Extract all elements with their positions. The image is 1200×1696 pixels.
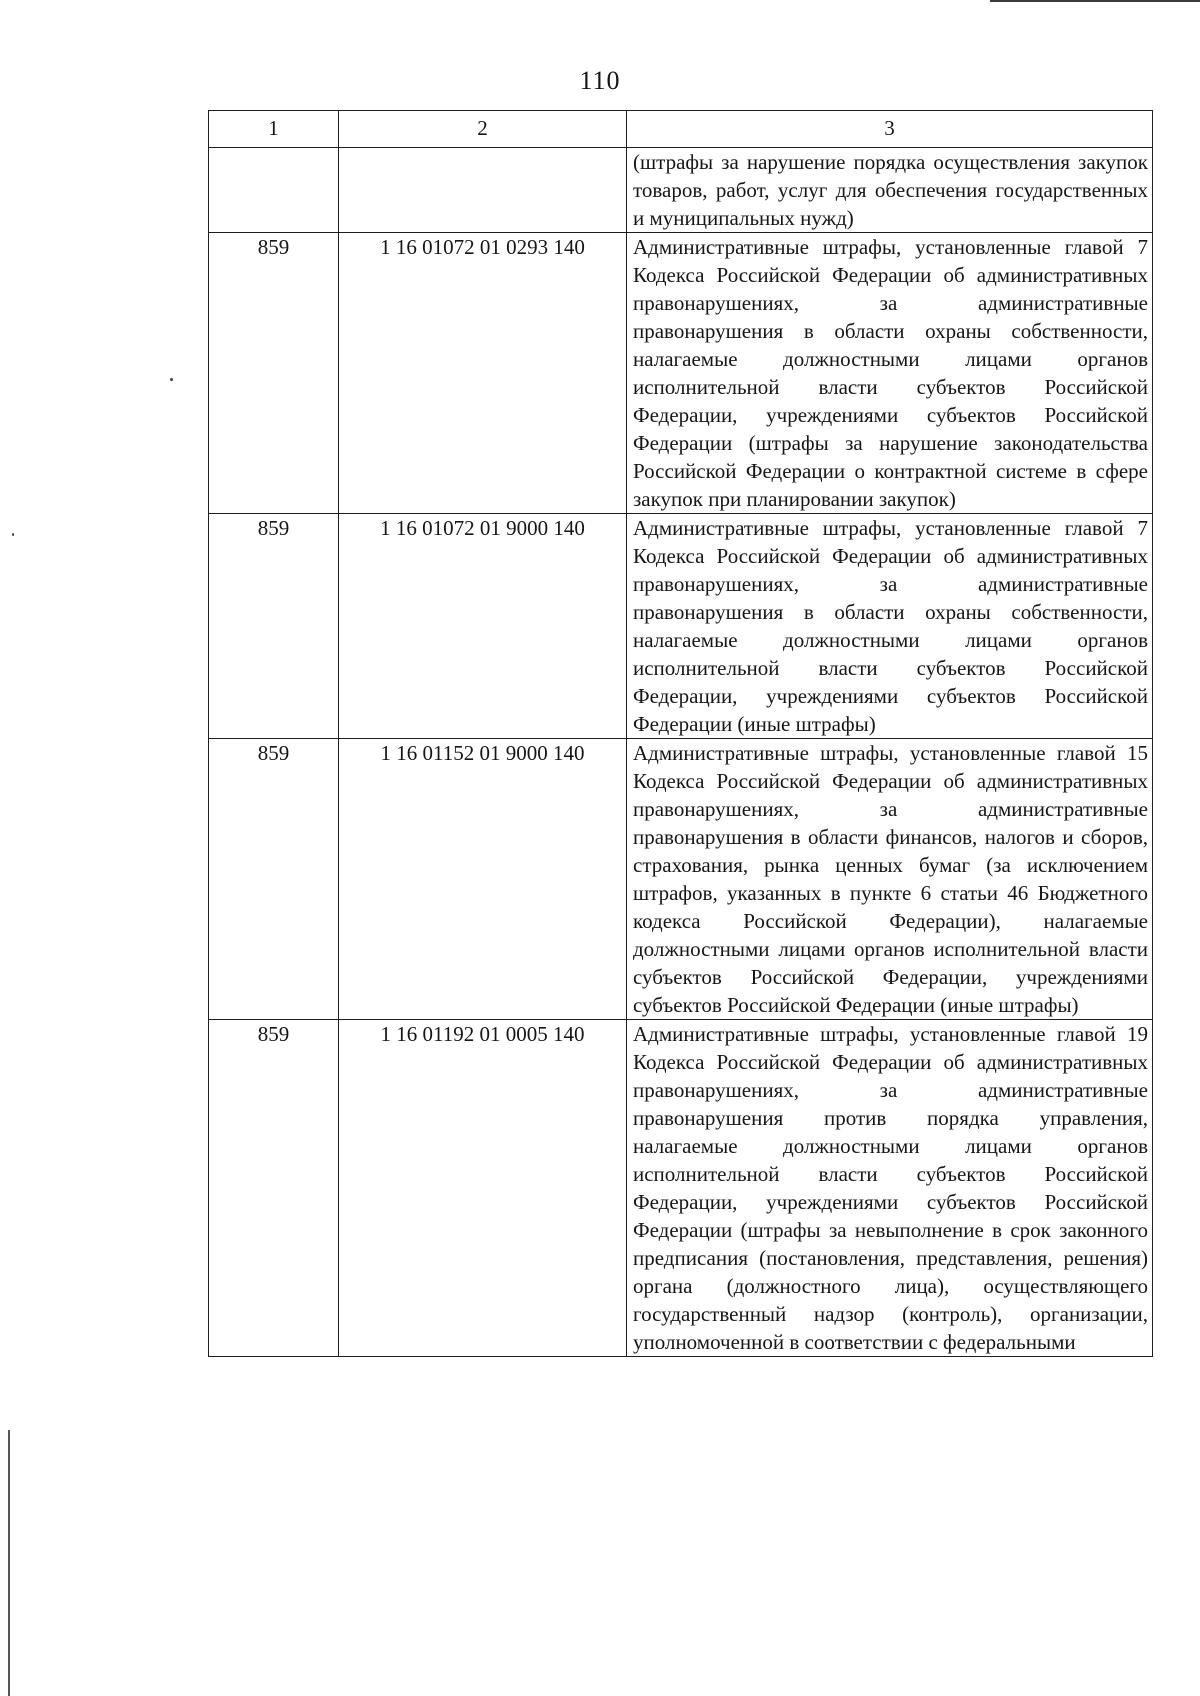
description-cell xyxy=(627,1020,1153,1357)
scan-artifact-dot xyxy=(170,378,173,381)
table-row xyxy=(209,233,1153,514)
description-cell xyxy=(627,233,1153,514)
budget-code-cell: 1 16 01072 01 9000 140 xyxy=(339,514,627,739)
description-text: Административные штрафы, установленные главой 7 Кодекса Российской Федерации об административных правонарушениях, за административные правонарушения в области охраны собственности, налагаемые должностными лицами органов исполнительной власти субъектов Российской Федерации, учреждениями субъектов Российской Федерации (штрафы за нарушение законодательства Российской Федерации о контрактной системе в сфере закупок при планировании закупок) xyxy=(633,235,1148,511)
table-row xyxy=(209,514,1153,739)
description-text: Административные штрафы, установленные главой 19 Кодекса Российской Федерации об административных правонарушениях, за административные правонарушения против порядка управления, налагаемые должностными лицами органов исполнительной власти субъектов Российской Федерации, учреждениями субъектов Российской Федерации (штрафы за невыполнение в срок законного предписания (постановления, представления, решения) органа (должностного лица), осуществляющего государственный надзор (контроль), организации, уполномоченной в соответствии с федеральными xyxy=(633,1022,1148,1354)
admin-code-cell xyxy=(209,148,339,233)
description-cell xyxy=(627,148,1153,233)
budget-code-cell: 1 16 01152 01 9000 140 xyxy=(339,739,627,1020)
table-row xyxy=(209,1020,1153,1357)
scan-top-rule xyxy=(990,0,1200,2)
budget-code-cell xyxy=(339,148,627,233)
description-cell xyxy=(627,739,1153,1020)
description-text: Административные штрафы, установленные главой 15 Кодекса Российской Федерации об административных правонарушениях, за административные правонарушения в области финансов, налогов и сборов, страхования, рынка ценных бумаг (за исключением штрафов, указанных в пункте 6 статьи 46 Бюджетного кодекса Российской Федерации), налагаемые должностными лицами органов исполнительной власти субъектов Российской Федерации, учреждениями субъектов Российской Федерации (иные штрафы) xyxy=(633,741,1148,1017)
scan-artifact-dot xyxy=(12,533,14,536)
budget-classification-table xyxy=(208,110,1153,1357)
description-cell xyxy=(627,514,1153,739)
description-text: Административные штрафы, установленные главой 7 Кодекса Российской Федерации об административных правонарушениях, за административные правонарушения в области охраны собственности, налагаемые должностными лицами органов исполнительной власти субъектов Российской Федерации, учреждениями субъектов Российской Федерации (иные штрафы) xyxy=(633,516,1148,736)
scan-artifact-edge xyxy=(8,1430,10,1696)
column-header-2: 2 xyxy=(339,111,627,148)
admin-code-cell: 859 xyxy=(209,233,339,514)
description-text: (штрафы за нарушение порядка осуществления закупок товаров, работ, услуг для обеспечения государственных и муниципальных нужд) xyxy=(633,150,1148,230)
page-number: 110 xyxy=(579,66,621,95)
table-header-row xyxy=(209,111,1153,148)
table-row xyxy=(209,739,1153,1020)
admin-code-cell: 859 xyxy=(209,739,339,1020)
column-header-1: 1 xyxy=(209,111,339,148)
budget-code-cell: 1 16 01192 01 0005 140 xyxy=(339,1020,627,1357)
column-header-3: 3 xyxy=(627,111,1153,148)
budget-code-cell: 1 16 01072 01 0293 140 xyxy=(339,233,627,514)
admin-code-cell: 859 xyxy=(209,514,339,739)
table-row xyxy=(209,148,1153,233)
admin-code-cell: 859 xyxy=(209,1020,339,1357)
